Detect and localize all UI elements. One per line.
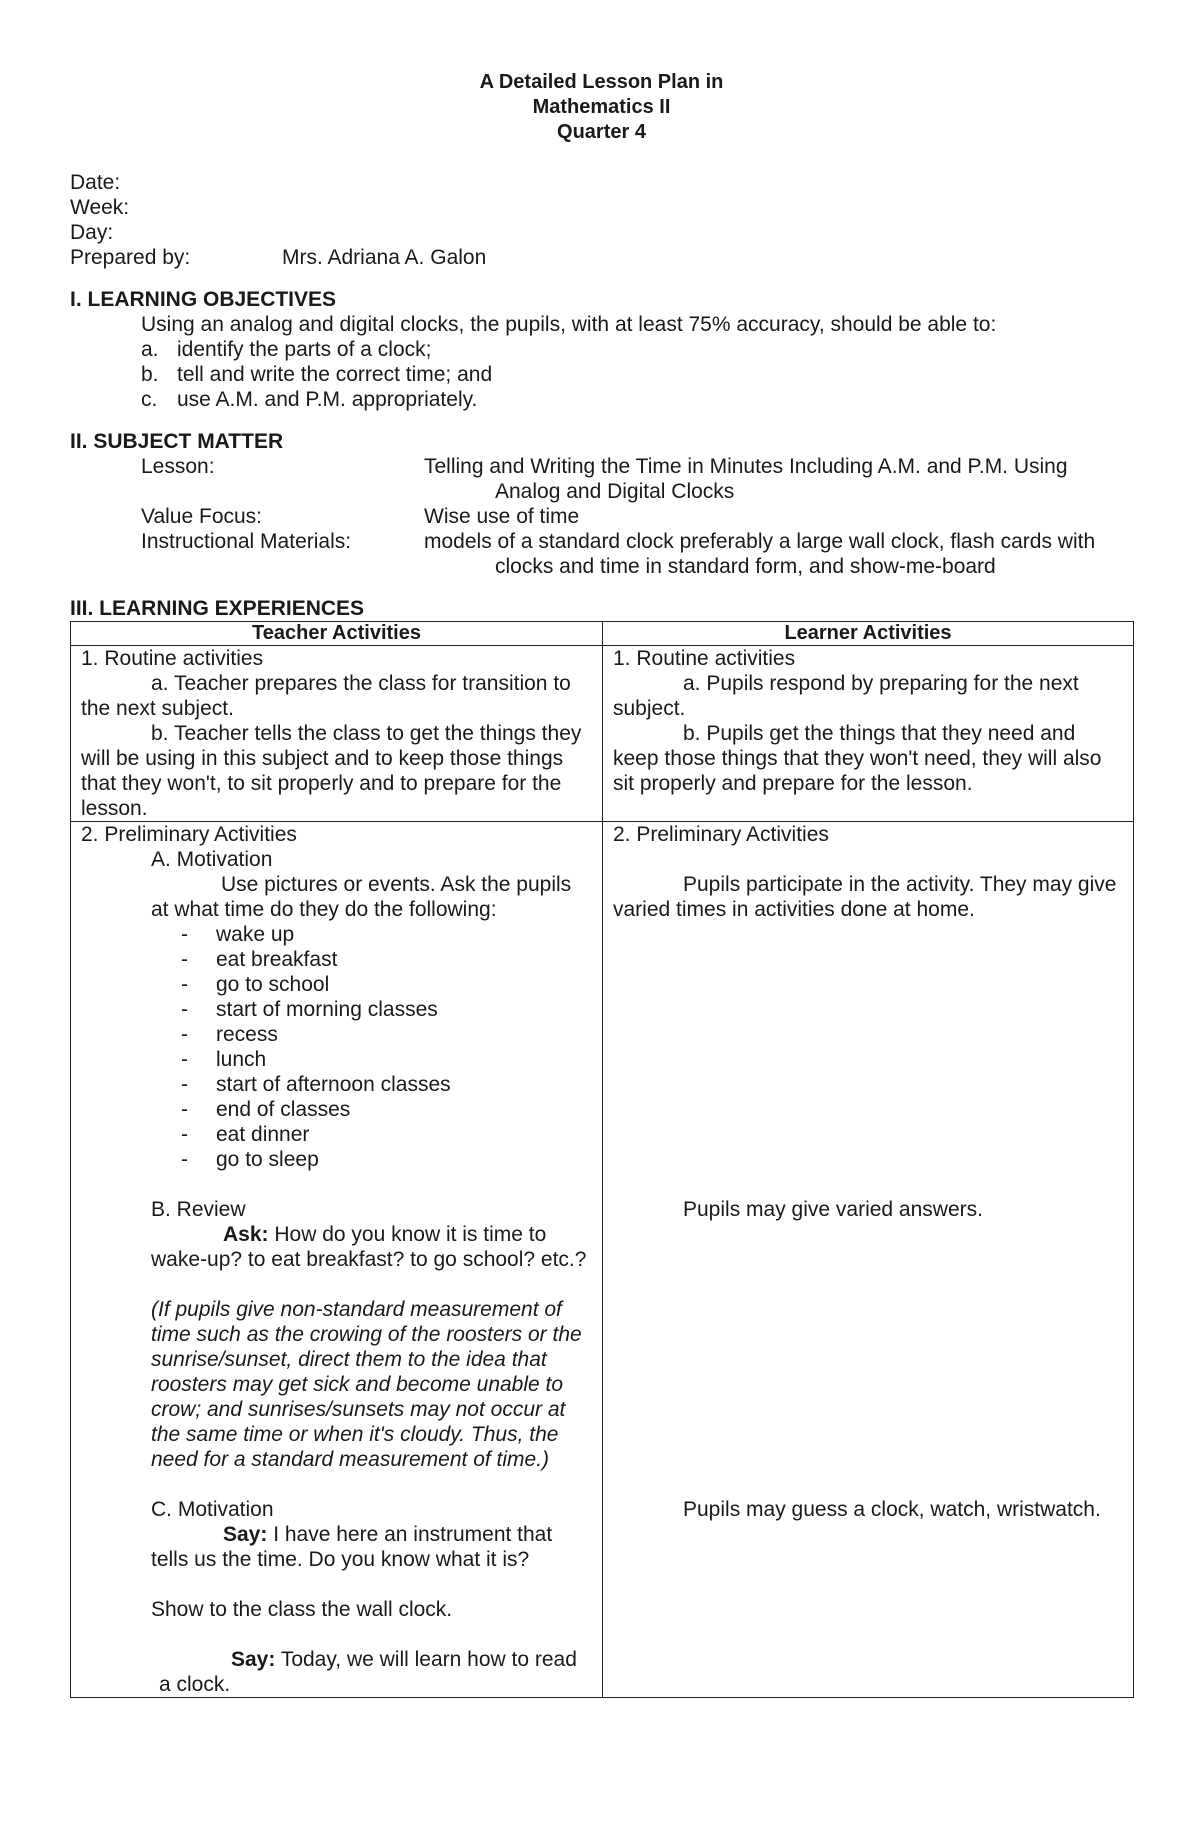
review-note: (If pupils give non-standard measurement of time such as the crowing of the roosters or the sunrise/sunset, direct them to the idea that roosters may get sick and become unable to crow; and sunrises/sunsets may not occur at the same time or when it's cloudy. Thus, the need for a standard measurement of time.) (151, 1298, 582, 1471)
activity-text: start of morning classes (216, 998, 438, 1021)
objective-text: use A.M. and P.M. appropriately. (177, 388, 478, 411)
list-item (181, 1147, 592, 1172)
activity-text: lunch (216, 1048, 267, 1071)
say-1 (151, 1522, 592, 1572)
date-label: Date: (70, 171, 121, 194)
list-item (181, 1122, 592, 1147)
learner-routine-heading: 1. Routine activities (613, 647, 796, 670)
lesson-plan-page (70, 70, 1133, 1698)
lesson-row (70, 454, 1133, 504)
learner-review-text: Pupils may give varied answers. (683, 1198, 983, 1221)
title-line-3: Quarter 4 (557, 121, 646, 143)
dash-marker: - (181, 1023, 188, 1046)
motivation-a-text: Use pictures or events. Ask the pupils at what time do they do the following: (151, 873, 572, 921)
learner-motivation-text: Pupils participate in the activity. They may give varied times in activities done at home. (613, 873, 1117, 921)
say-text: Today, we will learn how to read a clock. (159, 1648, 577, 1696)
teacher-routine-cell (71, 646, 603, 822)
activity-text: eat dinner (216, 1123, 310, 1146)
list-item (181, 972, 592, 997)
learner-routine-a: a. Pupils respond by preparing for the next subject. (613, 672, 1079, 720)
list-item (181, 1047, 592, 1072)
lesson-value-line-1: Telling and Writing the Time in Minutes Including A.M. and P.M. Using (424, 455, 1068, 478)
review-ask (151, 1222, 592, 1272)
lesson-label: Lesson: (141, 455, 215, 478)
teacher-preliminary-heading: 2. Preliminary Activities (81, 823, 297, 846)
teacher-activities-header: Teacher Activities (71, 622, 603, 646)
activity-text: go to school (216, 973, 330, 996)
dash-marker: - (181, 1148, 188, 1171)
activity-text: end of classes (216, 1098, 351, 1121)
meta-block (70, 170, 1133, 270)
document-title (70, 70, 1133, 145)
materials-label: Instructional Materials: (141, 530, 352, 553)
table-header-row (71, 622, 1134, 646)
objective-item (141, 387, 1133, 412)
day-label: Day: (70, 221, 114, 244)
list-item (181, 947, 592, 972)
materials-line-2: clocks and time in standard form, and show-me-board (495, 555, 996, 578)
review-title: B. Review (151, 1198, 246, 1221)
learner-motivation-c-text: Pupils may guess a clock, watch, wristwatch. (683, 1498, 1101, 1521)
learner-routine-b: b. Pupils get the things that they need and keep those things that they won't need, they will also sit properly and prepare for the lesson. (613, 722, 1102, 795)
activity-text: start of afternoon classes (216, 1073, 451, 1096)
motivation-a-title: A. Motivation (151, 848, 273, 871)
list-item (181, 1072, 592, 1097)
activity-text: eat breakfast (216, 948, 338, 971)
objective-letter: c. (141, 388, 158, 411)
dash-marker: - (181, 998, 188, 1021)
say-label: Say: (231, 1648, 276, 1671)
objectives-list (70, 337, 1133, 412)
teacher-routine-a: a. Teacher prepares the class for transition to the next subject. (81, 672, 571, 720)
motivation-a-block (81, 872, 592, 922)
objective-text: tell and write the correct time; and (177, 363, 493, 386)
week-label: Week: (70, 196, 130, 219)
title-line-1: A Detailed Lesson Plan in (479, 71, 724, 93)
teacher-routine-b: b. Teacher tells the class to get the things they will be using in this subject and to keep those things that they won't, to sit properly and to prepare for the lesson. (81, 722, 582, 820)
dash-marker: - (181, 948, 188, 971)
teacher-preliminary-cell (71, 822, 603, 1698)
list-item (181, 1022, 592, 1047)
table-row (71, 646, 1134, 822)
lesson-value (424, 454, 1133, 504)
dash-marker: - (181, 1073, 188, 1096)
table-row (71, 822, 1134, 1698)
activity-text: recess (216, 1023, 278, 1046)
learner-activities-header: Learner Activities (603, 622, 1134, 646)
lesson-value-line-2: Analog and Digital Clocks (495, 480, 735, 503)
activity-list (81, 922, 592, 1172)
activity-text: go to sleep (216, 1148, 319, 1171)
dash-marker: - (181, 1098, 188, 1121)
objective-item (141, 337, 1133, 362)
dash-marker: - (181, 973, 188, 996)
ask-label: Ask: (223, 1223, 269, 1246)
objective-letter: a. (141, 338, 159, 361)
materials-value (424, 529, 1133, 579)
objective-text: identify the parts of a clock; (177, 338, 432, 361)
value-focus-label: Value Focus: (141, 505, 263, 528)
learning-experiences-table (70, 621, 1134, 1698)
motivation-c-title: C. Motivation (151, 1498, 274, 1521)
prepared-by-value: Mrs. Adriana A. Galon (282, 246, 487, 269)
prepared-by-label: Prepared by: (70, 246, 191, 269)
dash-marker: - (181, 1048, 188, 1071)
learner-preliminary-heading: 2. Preliminary Activities (613, 823, 829, 846)
list-item (181, 1097, 592, 1122)
value-focus-value: Wise use of time (424, 505, 580, 528)
learner-routine-cell (603, 646, 1134, 822)
list-item (181, 922, 592, 947)
list-item (181, 997, 592, 1022)
activity-text: wake up (216, 923, 295, 946)
experiences-heading: III. LEARNING EXPERIENCES (70, 597, 365, 620)
objective-item (141, 362, 1133, 387)
review-block (81, 1222, 592, 1472)
materials-row (70, 529, 1133, 579)
teacher-routine-heading: 1. Routine activities (81, 647, 264, 670)
ask-text: How do you know it is time to wake-up? to eat breakfast? to go school? etc.? (151, 1223, 587, 1271)
learner-preliminary-cell (603, 822, 1134, 1698)
dash-marker: - (181, 1123, 188, 1146)
objectives-heading: I. LEARNING OBJECTIVES (70, 288, 337, 311)
title-line-2: Mathematics II (532, 96, 671, 118)
objectives-intro: Using an analog and digital clocks, the pupils, with at least 75% accuracy, should be able to: (141, 313, 997, 336)
materials-line-1: models of a standard clock preferably a large wall clock, flash cards with (424, 530, 1096, 553)
objective-letter: b. (141, 363, 159, 386)
say-label: Say: (223, 1523, 268, 1546)
subject-matter-heading: II. SUBJECT MATTER (70, 430, 284, 453)
dash-marker: - (181, 923, 188, 946)
say-text: I have here an instrument that tells us the time. Do you know what it is? (151, 1523, 553, 1571)
value-focus-row (70, 504, 1133, 529)
say-2 (151, 1647, 592, 1697)
show-clock-text: Show to the class the wall clock. (151, 1598, 453, 1621)
prepared-by-row (70, 245, 1133, 270)
motivation-c-block (81, 1522, 592, 1697)
